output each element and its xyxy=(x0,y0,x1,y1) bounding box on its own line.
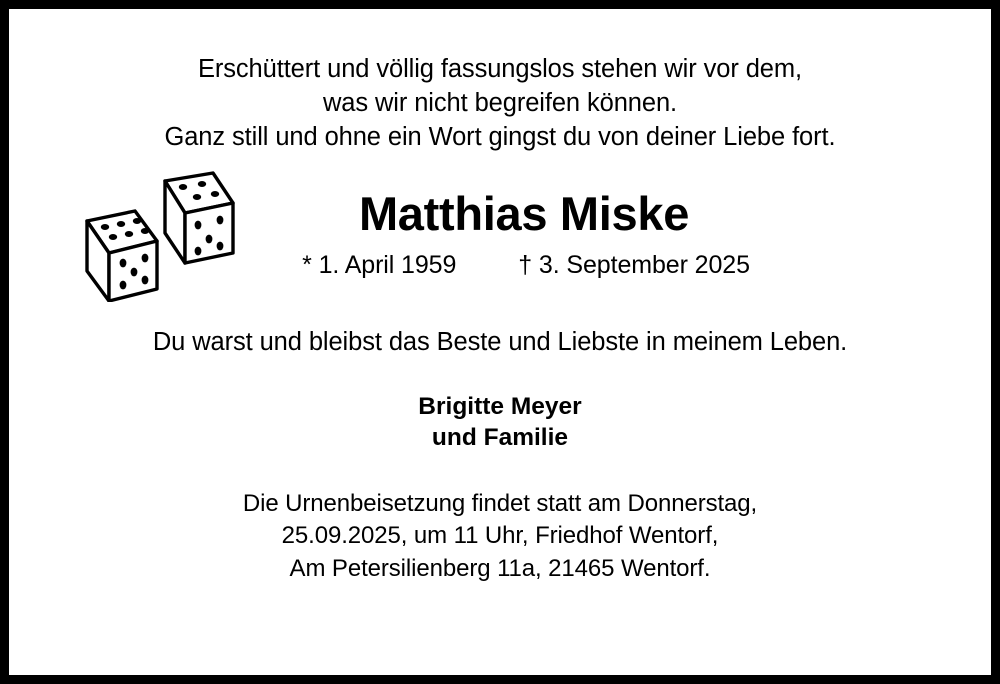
family-line-1: Brigitte Meyer xyxy=(418,393,582,421)
poem-line-3: Ganz still und ohne ein Wort gingst du von deiner Liebe fort. xyxy=(164,122,836,151)
death-date: † 3. September 2025 xyxy=(518,251,750,280)
poem-line-1: Erschüttert und völlig fassungslos stehen wir vor dem, xyxy=(197,55,803,83)
name-block xyxy=(39,186,961,280)
life-dates xyxy=(302,251,750,280)
service-details xyxy=(243,488,757,585)
poem-block xyxy=(164,53,835,155)
family-line-2: und Familie xyxy=(431,424,569,452)
deceased-name: Matthias Miske xyxy=(358,186,690,240)
service-line-1: Die Urnenbeisetzung findet statt am Donnerstag, xyxy=(242,489,758,517)
birth-date: * 1. April 1959 xyxy=(302,251,457,280)
tribute-text: Du warst und bleibst das Beste und Liebste in meinem Leben. xyxy=(152,328,848,357)
service-line-3: Am Petersilienberg 11a, 21465 Wentorf. xyxy=(289,554,711,582)
family-block xyxy=(418,391,581,454)
service-line-2: 25.09.2025, um 11 Uhr, Friedhof Wentorf, xyxy=(281,522,719,550)
poem-line-2: was wir nicht begreifen können. xyxy=(322,88,678,117)
dice-icon xyxy=(57,167,237,302)
